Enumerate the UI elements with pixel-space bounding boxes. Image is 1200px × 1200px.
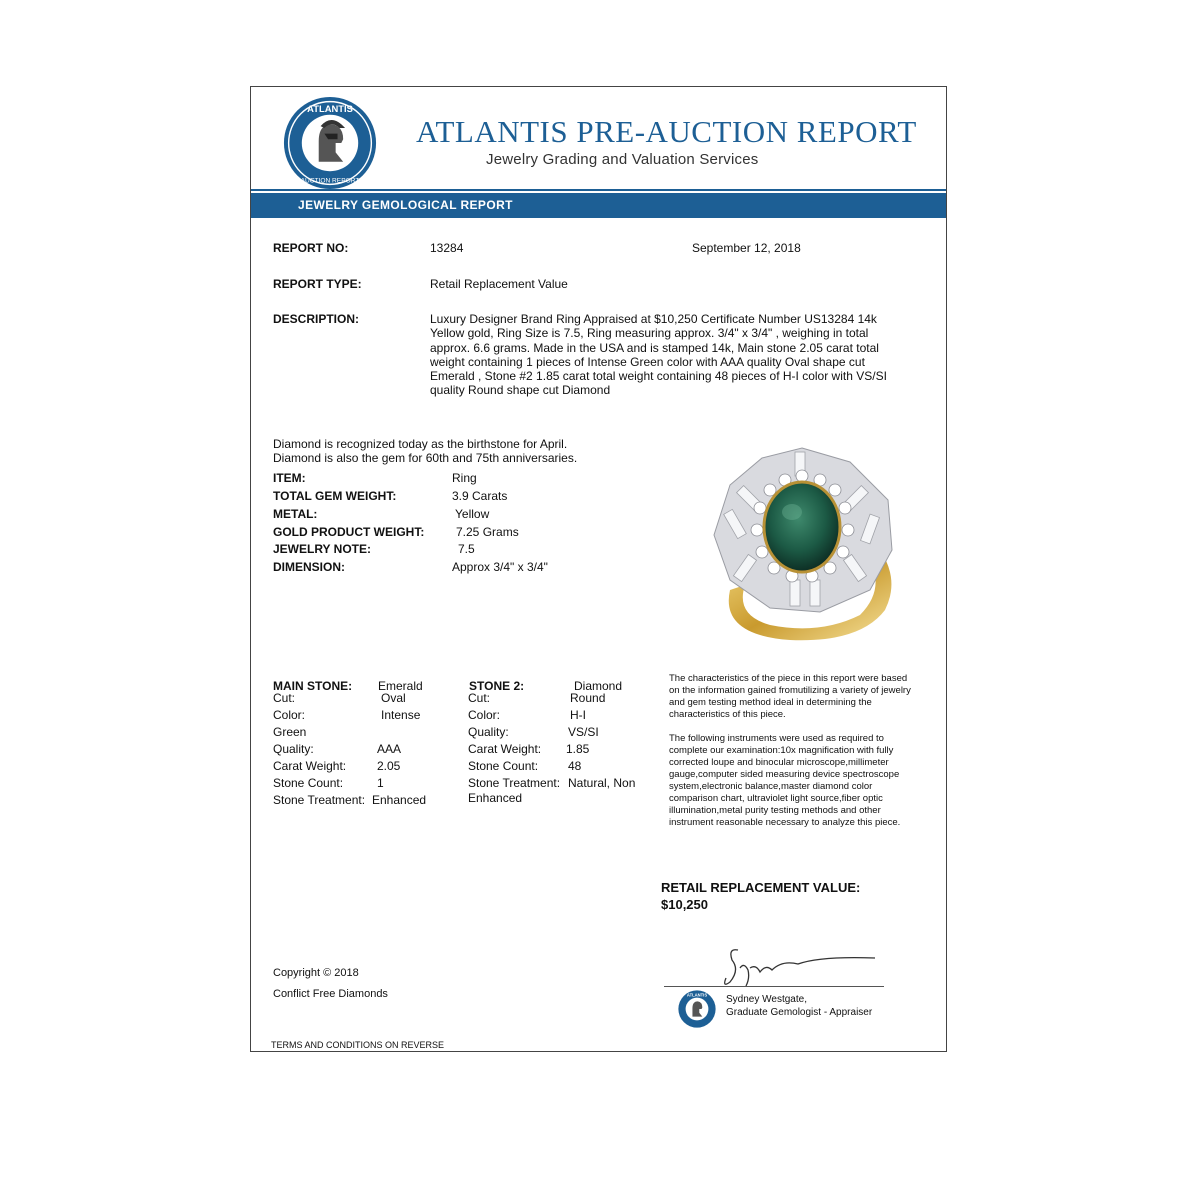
stone2-count-label: Stone Count: [468, 759, 539, 773]
detail-value-metal: Yellow [455, 507, 490, 521]
page-subtitle: Jewelry Grading and Valuation Services [486, 151, 759, 168]
stone2-color: H-I [570, 708, 586, 722]
detail-label-item: ITEM: [273, 471, 306, 485]
report-type: Retail Replacement Value [430, 277, 568, 291]
detail-value-dimension: Approx 3/4" x 3/4" [452, 560, 548, 574]
stone2-treatment-label: Stone Treatment: [468, 776, 561, 790]
report-number: 13284 [430, 241, 464, 255]
main-stone-cut: Oval [381, 691, 406, 705]
appraiser-credit [726, 993, 872, 1019]
main-stone-carat: 2.05 [377, 759, 401, 773]
main-stone-count-label: Stone Count: [273, 776, 344, 790]
main-stone-quality: AAA [377, 742, 402, 756]
birthstone-note [273, 437, 633, 465]
retail-value-label: RETAIL REPLACEMENT VALUE: [661, 880, 861, 895]
description-label: DESCRIPTION: [273, 312, 360, 326]
description-text: Luxury Designer Brand Ring Appraised at $10,250 Certificate Number US13284 14k Yellow gold, Ring Size is 7.5, Ring measuring approx. 3/4" x 3/4" , weighing in total approx. 6.6 grams. Made in the USA and is stamped 14k, Main stone 2.05 carat total weight containing 1 pieces of Intense Green color with AAA quality Oval shape cut Emerald , Stone #2 1.85 carat total weight containing 48 pieces of H-I color with VS/SI quality Round shape cut Diamond [430, 312, 887, 398]
stone2-quality-label: Quality: [468, 725, 509, 739]
main-stone-treatment-label: Stone Treatment: [273, 793, 366, 807]
testing-note-2: The following instruments were used as required to complete our examination:10x magnification with fully corrected loupe and binocular microscope,millimeter gauge,computer sided measuring device spectroscope system,electronic balance,master diamond color comparison chart, ultraviolet light source,fiber optic illumination,metal purity testing methods and other instrument reasonable necessary to analyze this piece. [669, 733, 901, 828]
stone2-treatment-cont: Enhanced [468, 791, 523, 805]
testing-notes [669, 673, 919, 841]
main-stone-treatment: Enhanced [372, 793, 427, 807]
detail-value-gold-weight: 7.25 Grams [456, 525, 519, 539]
page-title: ATLANTIS PRE-AUCTION REPORT [416, 114, 917, 149]
appraiser-title: Graduate Gemologist - Appraiser [726, 1007, 873, 1018]
stone2-treatment: Natural, Non [568, 776, 636, 790]
main-stone-color: Intense [381, 708, 421, 722]
svg-text:ATLANTIS: ATLANTIS [686, 992, 708, 998]
stone2-name: Diamond [574, 679, 623, 693]
terms-note: TERMS AND CONDITIONS ON REVERSE [271, 1040, 445, 1050]
appraiser-name: Sydney Westgate, [726, 994, 807, 1005]
detail-value-jewelry-note: 7.5 [458, 542, 475, 556]
stone2-cut: Round [570, 691, 606, 705]
ring-photo [700, 440, 905, 645]
header-divider [251, 189, 946, 191]
stone2-heading: STONE 2: [469, 679, 525, 693]
detail-value-item: Ring [452, 471, 477, 485]
detail-label-metal: METAL: [273, 507, 318, 521]
conflict-free-note: Conflict Free Diamonds [273, 988, 388, 1000]
retail-value: $10,250 [661, 897, 708, 912]
main-stone-cut-label: Cut: [273, 691, 296, 705]
main-stone-carat-label: Carat Weight: [273, 759, 347, 773]
section-band-label: JEWELRY GEMOLOGICAL REPORT [298, 198, 513, 212]
stone2-color-label: Color: [468, 708, 501, 722]
detail-label-gold-weight: GOLD PRODUCT WEIGHT: [273, 525, 425, 539]
svg-text:AUCTION REPORT: AUCTION REPORT [300, 177, 360, 185]
atlantis-small-seal [678, 990, 716, 1028]
detail-label-jewelry-note: JEWELRY NOTE: [273, 542, 372, 556]
stone2-count: 48 [568, 759, 582, 773]
stone2-carat-label: Carat Weight: [468, 742, 542, 756]
detail-label-dimension: DIMENSION: [273, 560, 345, 574]
report-number-label: REPORT NO: [273, 241, 349, 255]
stone2-cut-label: Cut: [468, 691, 491, 705]
appraiser-signature [700, 938, 880, 993]
main-stone-quality-label: Quality: [273, 742, 314, 756]
svg-text:ATLANTIS: ATLANTIS [307, 102, 353, 114]
main-stone-heading: MAIN STONE: [273, 679, 353, 693]
report-type-label: REPORT TYPE: [273, 277, 362, 291]
signature-line [664, 986, 884, 987]
detail-value-total-gem-weight: 3.9 Carats [452, 489, 508, 503]
copyright: Copyright © 2018 [273, 967, 359, 979]
main-stone-name: Emerald [378, 679, 423, 693]
main-stone-count: 1 [377, 776, 384, 790]
atlantis-seal-logo [283, 96, 377, 190]
detail-label-total-gem-weight: TOTAL GEM WEIGHT: [273, 489, 397, 503]
birthstone-line-1: Diamond is recognized today as the birthstone for April. [273, 437, 568, 451]
report-date: September 12, 2018 [692, 241, 801, 255]
main-stone-color-label: Color: [273, 708, 306, 722]
testing-note-1: The characteristics of the piece in this report were based on the information gained fromutilizing a variety of jewelry and gem testing method ideal in determining the characteristics of this piece. [669, 673, 911, 720]
main-stone-color-cont: Green [273, 725, 307, 739]
birthstone-line-2: Diamond is also the gem for 60th and 75th anniversaries. [273, 451, 578, 465]
stone2-quality: VS/SI [568, 725, 599, 739]
stone2-carat: 1.85 [566, 742, 590, 756]
